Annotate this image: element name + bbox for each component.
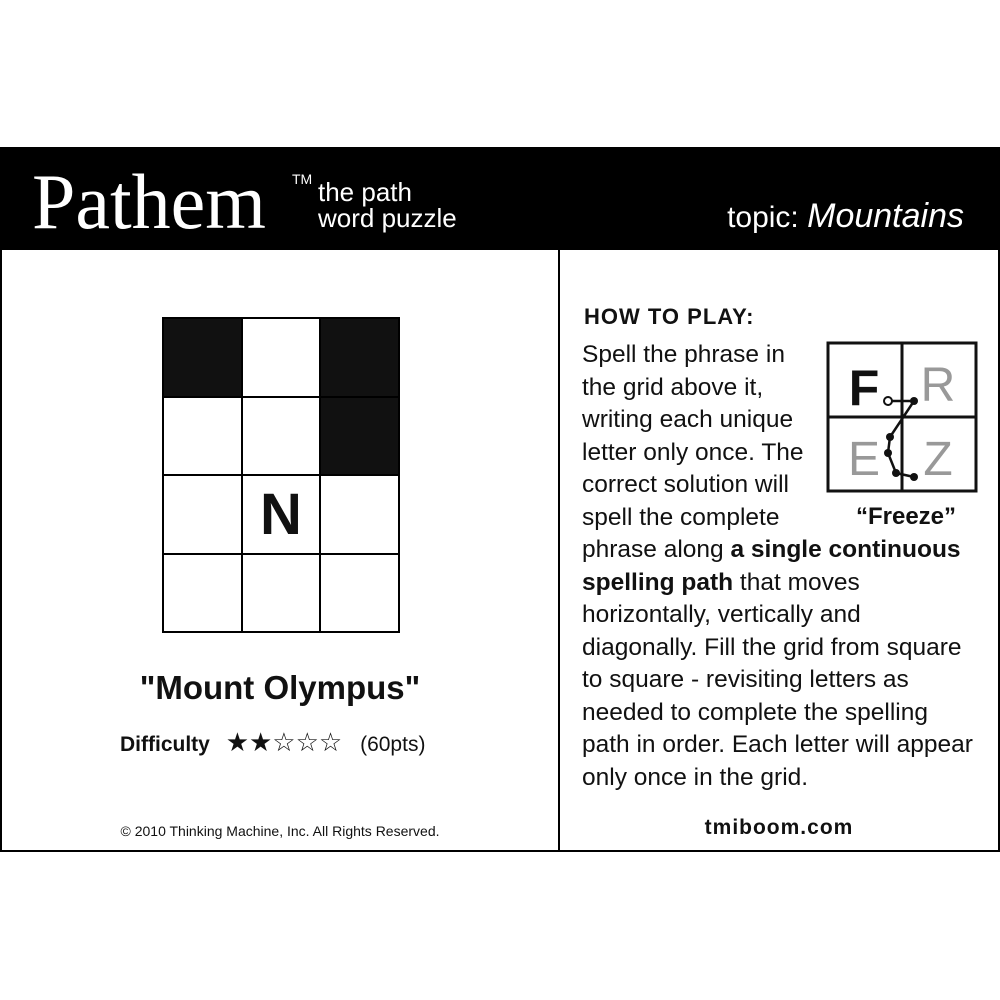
example-letter-3: E: [847, 433, 881, 486]
puzzle-grid: [162, 317, 400, 633]
puzzle-phrase: "Mount Olympus": [139, 669, 421, 706]
grid-cell[interactable]: [164, 476, 243, 555]
example-caption: “Freeze”: [855, 503, 957, 530]
subtitle-line-1: the path: [318, 177, 412, 207]
example-letter-4: Z: [923, 433, 953, 486]
column-divider: [558, 250, 560, 852]
instructions-part-2: that moves horizontally, vertically and diagonally. Fill the grid from square to square - revisiting letters as needed to complete the spelling path in order. Each letter will appear only once in the grid.: [582, 568, 973, 791]
grid-cell-blocked: [321, 398, 400, 477]
grid-cell[interactable]: [321, 555, 400, 634]
grid-cell[interactable]: [164, 398, 243, 477]
instructions-bold: a single continuous spelling path: [582, 536, 961, 596]
brand-subtitle: [318, 179, 457, 231]
difficulty-label: Difficulty: [120, 733, 210, 756]
example-letter-1: F: [848, 360, 880, 416]
example-box: [826, 341, 986, 534]
topic-value: Mountains: [807, 197, 964, 235]
example-grid: [826, 341, 978, 493]
topic-label: topic:: [727, 201, 799, 234]
grid-cell[interactable]: [321, 476, 400, 555]
how-to-play-heading: HOW TO PLAY:: [584, 304, 755, 329]
topic: [727, 197, 964, 236]
instructions-part-1: Spell the phrase in the grid above it, writing each unique letter only once. The correct solution will spell the complete phrase along: [582, 341, 804, 563]
subtitle-line-2: word puzzle: [318, 203, 457, 233]
example-letter-2: R: [920, 359, 956, 412]
how-to-play-text: [582, 339, 982, 794]
grid-cell-blocked: [321, 319, 400, 398]
grid-cell[interactable]: [243, 555, 322, 634]
grid-cell[interactable]: N: [243, 476, 322, 555]
trademark-mark: TM: [292, 171, 313, 187]
copyright-notice: © 2010 Thinking Machine, Inc. All Rights Reserved.: [120, 823, 440, 839]
puzzle-card: [0, 147, 1000, 852]
website-link[interactable]: tmiboom.com: [704, 816, 854, 839]
difficulty-stars: ★★☆☆☆: [225, 727, 343, 757]
grid-cell-blocked: [164, 319, 243, 398]
grid-cell[interactable]: [243, 319, 322, 398]
brand-logo: Pathem: [32, 158, 266, 245]
grid-cell[interactable]: [164, 555, 243, 634]
difficulty-points: (60pts): [360, 733, 426, 756]
difficulty-row: [120, 727, 425, 758]
header-bar: [2, 149, 998, 250]
grid-cell[interactable]: [243, 398, 322, 477]
